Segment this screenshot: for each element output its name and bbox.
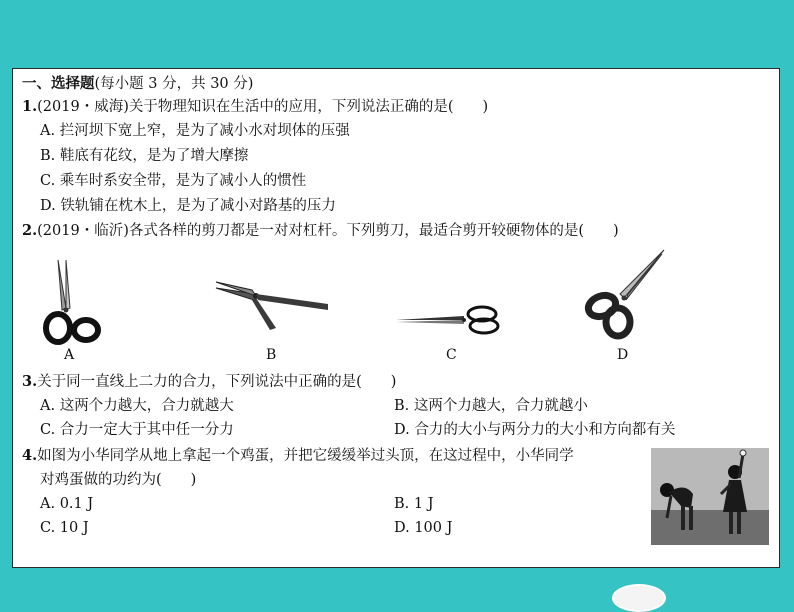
question-1-stem bbox=[22, 97, 488, 117]
question-1-option-a: A. 拦河坝下宽上窄，是为了减小水对坝体的压强 bbox=[40, 123, 350, 139]
question-4-option-a: A. 0.1 J bbox=[40, 496, 94, 512]
question-2-text: (2019・临沂)各式各样的剪刀都是一对对杠杆。下列剪刀，最适合剪开较硬物体的是( ) bbox=[37, 223, 619, 239]
section-title bbox=[22, 74, 253, 94]
scissors-b-icon bbox=[212, 274, 332, 334]
question-1-number: 1. bbox=[22, 98, 38, 115]
scissors-a-icon bbox=[40, 256, 102, 346]
question-2-stem bbox=[22, 221, 619, 241]
question-4-stem bbox=[22, 446, 574, 466]
question-4-text-line1: 如图为小华同学从地上拿起一个鸡蛋，并把它缓缓举过头顶，在这过程中，小华同学 bbox=[37, 448, 574, 464]
question-4-option-b: B. 1 J bbox=[394, 496, 434, 512]
section-title-note: (每小题 3 分，共 30 分) bbox=[94, 76, 254, 92]
question-1-option-b: B. 鞋底有花纹，是为了增大摩擦 bbox=[40, 148, 249, 164]
question-4-option-d: D. 100 J bbox=[394, 520, 453, 536]
section-title-prefix: 一、选择题 bbox=[22, 75, 95, 92]
scissors-a-label: A bbox=[64, 347, 75, 363]
question-4-text-line2: 对鸡蛋做的功约为( ) bbox=[40, 472, 197, 488]
scissors-d-icon bbox=[584, 248, 668, 340]
question-3-option-b: B. 这两个力越大，合力就越小 bbox=[394, 398, 588, 414]
decoration-circle bbox=[612, 584, 666, 612]
question-1-option-c: C. 乘车时系安全带，是为了减小人的惯性 bbox=[40, 173, 307, 189]
scissors-d-label: D bbox=[617, 347, 629, 363]
question-3-option-c: C. 合力一定大于其中任一分力 bbox=[40, 422, 234, 438]
question-3-text: 关于同一直线上二力的合力，下列说法中正确的是( ) bbox=[37, 374, 397, 390]
scissors-c-label: C bbox=[446, 347, 457, 363]
question-3-option-d: D. 合力的大小与两分力的大小和方向都有关 bbox=[394, 422, 676, 438]
scissors-b-label: B bbox=[266, 347, 277, 363]
girl-photo bbox=[651, 448, 769, 545]
question-3-number: 3. bbox=[22, 373, 38, 390]
question-2-number: 2. bbox=[22, 222, 38, 239]
scissors-c-icon bbox=[394, 302, 506, 338]
question-3-option-a: A. 这两个力越大，合力就越大 bbox=[40, 398, 234, 414]
question-4-option-c: C. 10 J bbox=[40, 520, 89, 536]
question-4-number: 4. bbox=[22, 447, 38, 464]
question-1-option-d: D. 铁轨铺在枕木上，是为了减小对路基的压力 bbox=[40, 198, 336, 214]
question-3-stem bbox=[22, 372, 396, 392]
question-1-text: (2019・威海)关于物理知识在生活中的应用，下列说法正确的是( ) bbox=[37, 99, 489, 115]
girl-figures-icon bbox=[651, 448, 769, 545]
